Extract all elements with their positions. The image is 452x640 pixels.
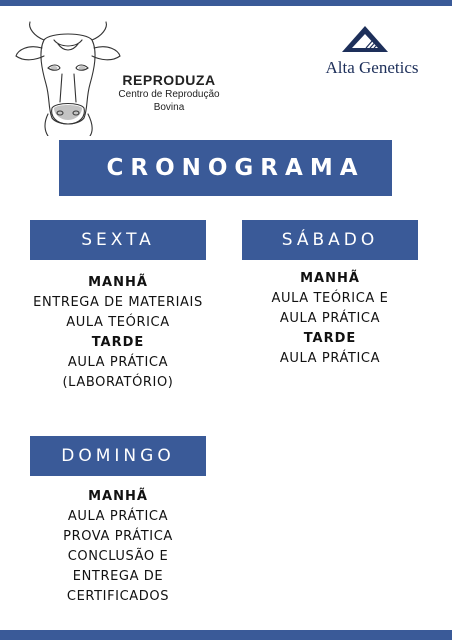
period-label: TARDE xyxy=(91,335,145,350)
day-header-sexta xyxy=(30,220,206,260)
reproduza-brand xyxy=(104,72,234,114)
bottom-accent-bar xyxy=(0,630,452,640)
schedule-item: AULA PRÁTICA xyxy=(67,355,169,370)
top-accent-bar xyxy=(0,0,452,6)
schedule-item: AULA PRÁTICA xyxy=(279,311,381,326)
title-banner xyxy=(59,140,392,196)
schedule-domingo xyxy=(16,487,220,607)
period-label: MANHÃ xyxy=(88,489,148,504)
day-header-domingo xyxy=(30,436,206,476)
period-label: MANHÃ xyxy=(88,275,148,290)
schedule-item: (LABORATÓRIO) xyxy=(62,375,174,390)
schedule-item: CERTIFICADOS xyxy=(66,589,170,604)
brand-name: REPRODUZA xyxy=(122,72,216,88)
partner-logo-name: Alta Genetics xyxy=(325,58,419,77)
day-label: DOMINGO xyxy=(61,446,175,466)
day-label: SÁBADO xyxy=(281,230,379,250)
schedule-sabado xyxy=(228,269,432,369)
day-header-sabado xyxy=(242,220,418,260)
page-title: CRONOGRAMA xyxy=(106,155,365,181)
brand-subtitle-line-1: Centro de Reprodução xyxy=(118,89,220,100)
schedule-item: AULA PRÁTICA xyxy=(67,509,169,524)
schedule-item: ENTREGA DE MATERIAIS xyxy=(33,295,203,310)
schedule-item: AULA TEÓRICA E xyxy=(271,291,389,306)
schedule-item: AULA TEÓRICA xyxy=(66,315,170,330)
schedule-item: PROVA PRÁTICA xyxy=(63,529,173,544)
brand-subtitle-line-2: Bovina xyxy=(153,102,185,113)
period-label: TARDE xyxy=(303,331,357,346)
schedule-sexta xyxy=(16,273,220,393)
triangle-mountain-icon xyxy=(340,24,390,54)
schedule-item: ENTREGA DE xyxy=(72,569,164,584)
schedule-item: CONCLUSÃO E xyxy=(67,549,169,564)
period-label: MANHÃ xyxy=(300,271,360,286)
schedule-item: AULA PRÁTICA xyxy=(279,351,381,366)
day-label: SEXTA xyxy=(81,230,155,250)
